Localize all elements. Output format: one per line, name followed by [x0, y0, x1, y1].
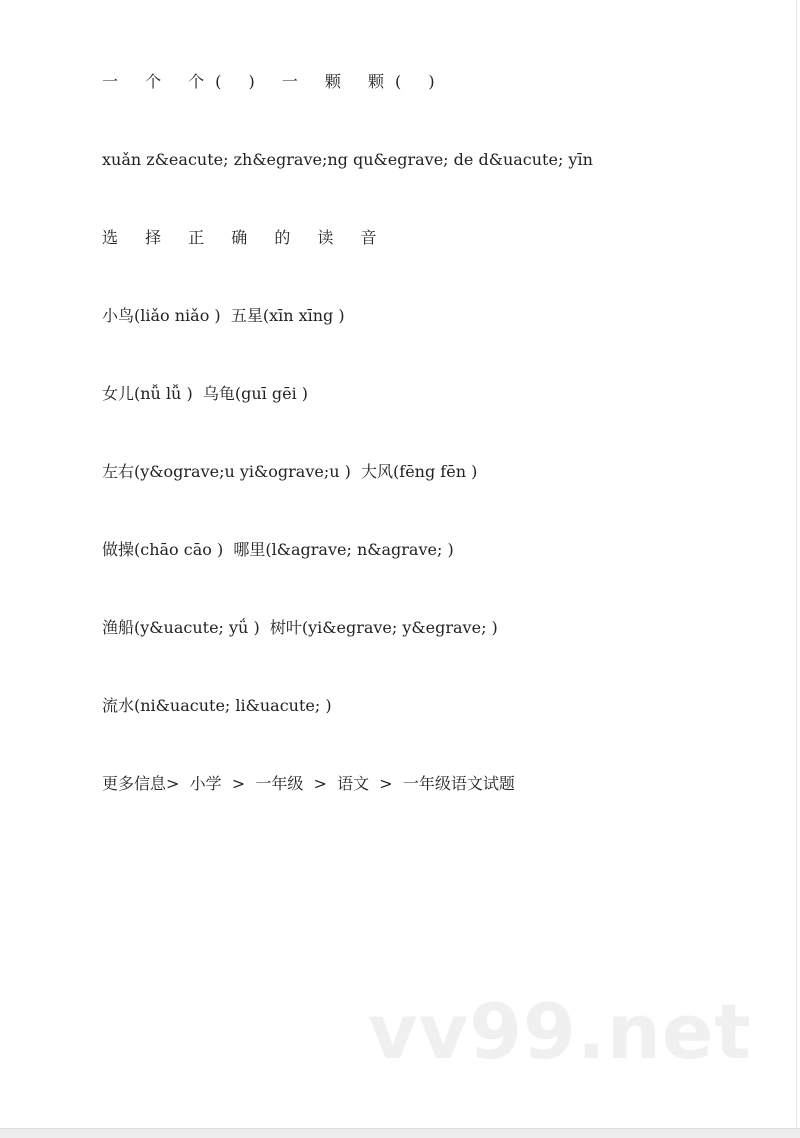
pinyin-heading: xuǎn z&eacute; zh&egrave;ng qu&egrave; de d&uacute; yīn: [102, 150, 593, 169]
question-line: 流水(ni&uacute; li&uacute; ): [102, 696, 332, 715]
watermark: vv99.net: [368, 987, 752, 1076]
measure-word-exercise: 一 个 个( ) 一 颗 颗( ): [102, 72, 446, 91]
breadcrumb: 更多信息> 小学 > 一年级 > 语文 > 一年级语文试题: [102, 774, 515, 793]
section-heading: 选 择 正 确 的 读 音: [102, 228, 388, 247]
question-line: 小鸟(liǎo niǎo ) 五星(xīn xīng ): [102, 306, 345, 325]
question-line: 渔船(y&uacute; yǘ ) 树叶(yi&egrave; y&egrave; ): [102, 618, 498, 637]
question-line: 女儿(nǚ lǚ ) 乌龟(guī gēi ): [102, 384, 309, 403]
question-line: 做操(chāo cāo ) 哪里(l&agrave; n&agrave; ): [102, 540, 454, 559]
question-line: 左右(y&ograve;u yi&ograve;u ) 大风(fēng fēn ): [102, 462, 478, 481]
